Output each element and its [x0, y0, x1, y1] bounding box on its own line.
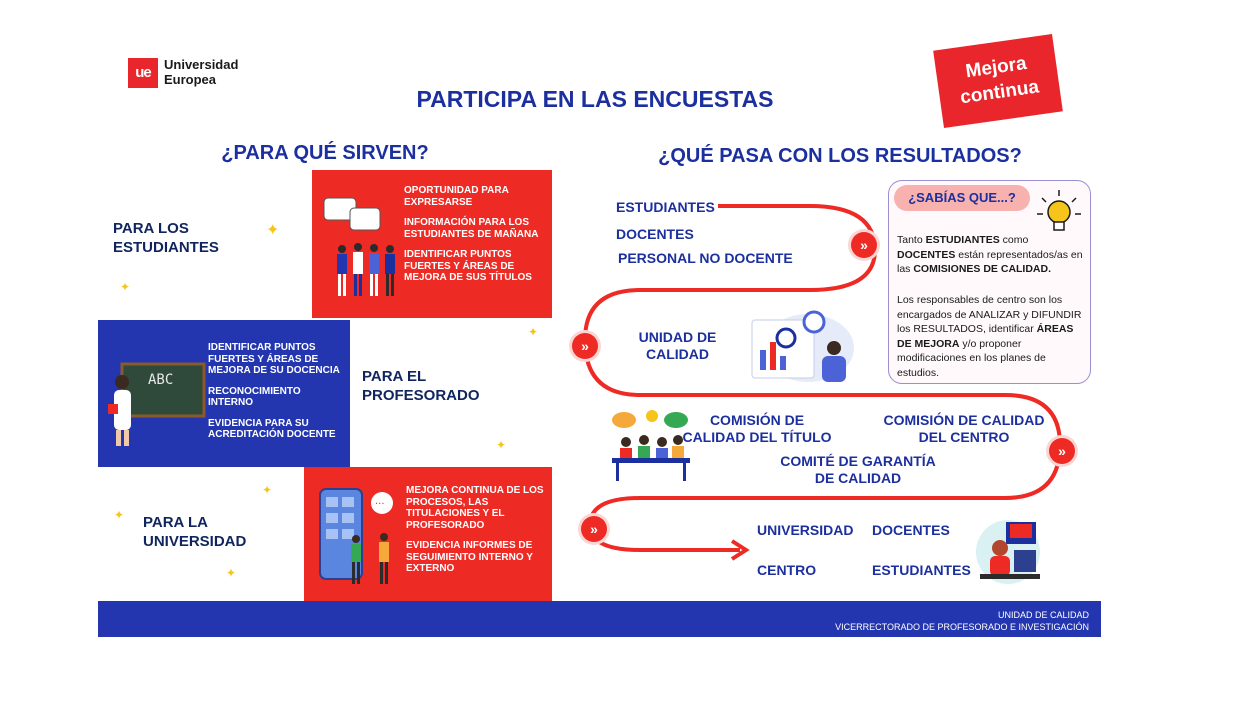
- text-run: están representados/as en las: [897, 248, 1083, 275]
- sparkle-icon: ✦: [114, 508, 125, 522]
- flow-line: UNIDAD DE: [638, 329, 717, 345]
- flow-line: CALIDAD DEL TÍTULO: [682, 429, 832, 445]
- sabias-paragraph-1: [897, 233, 1087, 277]
- worker-desk-icon: [972, 516, 1046, 588]
- text-run: Tanto: [897, 234, 926, 246]
- right-heading: ¿QUÉ PASA CON LOS RESULTADOS?: [658, 145, 1022, 167]
- teacher-icon: [104, 358, 206, 448]
- text-run-bold: COMISIONES DE CALIDAD.: [913, 263, 1052, 275]
- text-run-bold: DOCENTES: [897, 248, 956, 261]
- analytics-icon: [748, 308, 854, 384]
- text-run-bold: ESTUDIANTES: [925, 234, 1000, 246]
- flow-item-comite: [770, 453, 946, 487]
- estudiantes-block: [312, 170, 552, 318]
- row-label-line2: UNIVERSIDAD: [143, 533, 247, 550]
- page-title: PARTICIPA EN LAS ENCUESTAS: [416, 86, 774, 112]
- list-item: INFORMACIÓN PARA LOS ESTUDIANTES DE MAÑANA: [404, 217, 539, 240]
- flow-item-centro: CENTRO: [757, 562, 817, 578]
- sparkle-icon: ✦: [266, 222, 280, 239]
- row-label-universidad: [143, 513, 246, 551]
- flow-line: DE CALIDAD: [814, 470, 902, 486]
- list-item: IDENTIFICAR PUNTOS FUERTES Y ÁREAS DE MEJORA DE SU DOCENCIA: [208, 342, 340, 376]
- sparkle-icon: ✦: [262, 483, 273, 497]
- left-heading: ¿PARA QUÉ SIRVEN?: [221, 142, 429, 164]
- chevron-down-icon: »: [572, 333, 598, 359]
- flow-item-docentes-final: DOCENTES: [872, 522, 950, 538]
- list-item: IDENTIFICAR PUNTOS FUERTES Y ÁREAS DE MEJORA DE SUS TÍTULOS: [404, 249, 532, 283]
- flow-line: COMISIÓN DE: [709, 412, 805, 428]
- mejora-continua-badge: [933, 34, 1063, 128]
- row-label-estudiantes: [113, 219, 219, 257]
- text-run: como: [999, 234, 1029, 246]
- board-text: ABC: [148, 372, 174, 388]
- list-item: EVIDENCIA INFORMES DE SEGUIMIENTO INTERNO Y EXTERNO: [406, 540, 533, 574]
- flow-item-comision-titulo: [682, 412, 832, 446]
- flow-line: CALIDAD: [646, 346, 709, 362]
- sabias-que-pill: ¿SABÍAS QUE...?: [894, 185, 1030, 211]
- flow-line: DEL CENTRO: [918, 429, 1010, 445]
- logo-name: [164, 57, 274, 87]
- list-item: MEJORA CONTINUA DE LOS PROCESOS, LAS TITULACIONES Y EL PROFESORADO: [406, 485, 544, 531]
- flow-item-personal: PERSONAL NO DOCENTE: [618, 250, 793, 266]
- flow-item-unidad-calidad: [630, 329, 725, 363]
- text-run: y/o proponer modificaciones en los planes de estudios.: [897, 337, 1046, 379]
- footer-bar: [98, 601, 1101, 637]
- row-label-profesorado: [362, 367, 480, 405]
- row-label-line1: PARA EL: [362, 368, 427, 385]
- profesorado-block: [98, 320, 350, 467]
- sparkle-icon: ✦: [120, 280, 131, 294]
- logo-mark: ue: [128, 58, 158, 88]
- meeting-icon: [610, 408, 692, 484]
- sparkle-icon: ✦: [226, 566, 237, 580]
- flow-item-estudiantes: ESTUDIANTES: [616, 199, 715, 215]
- universidad-block: [304, 467, 552, 601]
- badge-line1: Mejora: [964, 52, 1028, 83]
- flow-line: COMISIÓN DE CALIDAD: [883, 412, 1045, 428]
- logo-name-line1: Universidad: [164, 57, 239, 72]
- flow-item-comision-centro: [876, 412, 1052, 446]
- footer-line2: VICERRECTORADO DE PROFESORADO E INVESTIGACIÓN: [835, 622, 1089, 632]
- chevron-down-icon: »: [1049, 438, 1075, 464]
- row-label-line1: PARA LA: [143, 514, 208, 531]
- flow-item-docentes: DOCENTES: [616, 226, 694, 242]
- list-item: EVIDENCIA PARA SU ACREDITACIÓN DOCENTE: [208, 417, 336, 440]
- universidad-items: [406, 485, 546, 584]
- chevron-down-icon: »: [851, 232, 877, 258]
- row-label-line1: PARA LOS: [113, 220, 189, 237]
- row-label-line2: PROFESORADO: [362, 387, 480, 404]
- logo-name-line2: Europea: [164, 72, 217, 87]
- svg-text:···: ···: [375, 499, 385, 510]
- flow-item-estudiantes-final: ESTUDIANTES: [872, 562, 971, 578]
- sparkle-icon: ✦: [496, 438, 507, 452]
- flow-item-universidad: UNIVERSIDAD: [757, 522, 854, 538]
- footer-text: [701, 601, 1101, 633]
- list-item: OPORTUNIDAD PARA EXPRESARSE: [404, 185, 509, 208]
- footer-line1: UNIDAD DE CALIDAD: [997, 610, 1089, 620]
- badge-line2: continua: [958, 76, 1041, 109]
- text-run-bold: ÁREAS DE MEJORA: [897, 323, 1074, 350]
- flow-line: COMITÉ DE GARANTÍA: [780, 453, 936, 469]
- sparkle-icon: ✦: [528, 325, 539, 339]
- list-item: RECONOCIMIENTO INTERNO: [208, 385, 301, 408]
- mobile-app-icon: [314, 481, 402, 593]
- chevron-down-icon: »: [581, 516, 607, 542]
- text-run: Los responsables de centro son los encargados de ANALIZAR y DIFUNDIR los RESULTADOS, identificar: [897, 294, 1082, 335]
- lightbulb-icon: [1034, 188, 1084, 238]
- profesorado-items: [208, 342, 346, 450]
- sabias-paragraph-2: [897, 293, 1089, 380]
- row-label-line2: ESTUDIANTES: [113, 239, 219, 256]
- estudiantes-items: [404, 185, 546, 293]
- students-icon: [320, 194, 406, 304]
